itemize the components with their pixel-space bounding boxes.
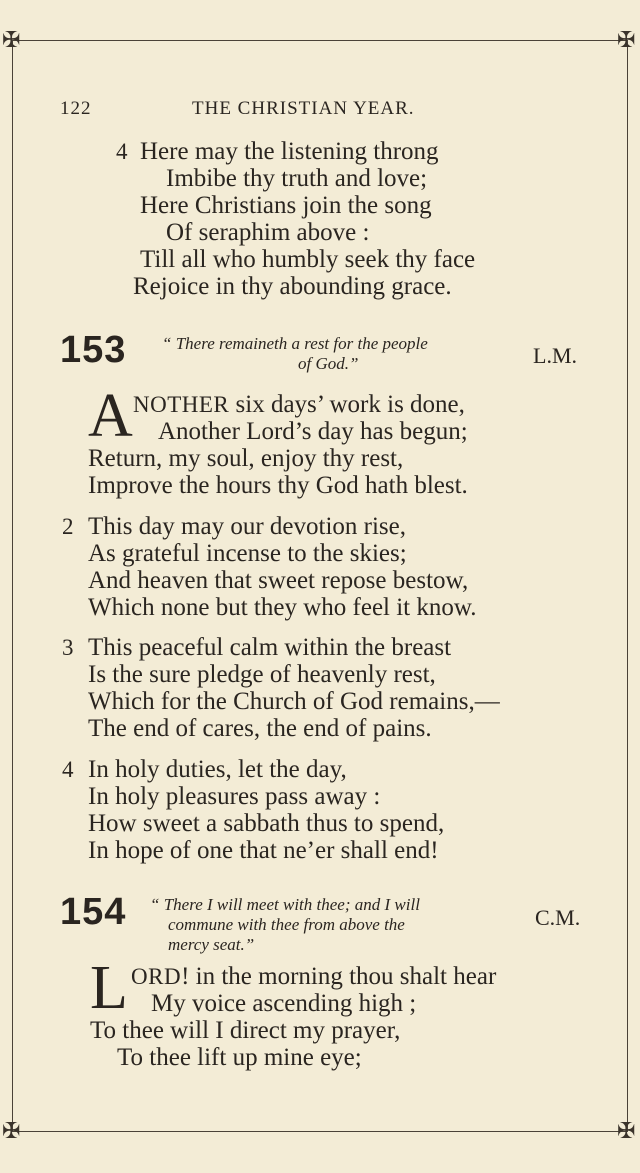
verse-line: Which for the Church of God remains,— xyxy=(88,688,500,715)
verse-line: To thee lift up mine eye; xyxy=(117,1044,362,1071)
verse-line xyxy=(133,391,465,418)
verse-number: 2 xyxy=(62,514,74,539)
hymn-epigraph: “ There I will meet with thee; and I will xyxy=(150,895,420,914)
verse-number: 4 xyxy=(62,757,74,782)
verse-line: Improve the hours thy God hath blest. xyxy=(88,472,468,499)
verse-line: In holy pleasures pass away : xyxy=(88,783,381,810)
verse-line: And heaven that sweet repose bestow, xyxy=(88,567,469,594)
left-border xyxy=(12,40,13,1132)
verse-line: As grateful incense to the skies; xyxy=(88,540,407,567)
corner-cross-icon: ✠ xyxy=(2,27,21,52)
verse-line: How sweet a sabbath thus to spend, xyxy=(88,810,445,837)
top-border xyxy=(12,40,628,41)
drop-cap: A xyxy=(88,382,133,450)
first-line-rest: six days’ work is done, xyxy=(229,391,465,418)
corner-cross-icon: ✠ xyxy=(617,27,636,52)
verse-line: Of seraphim above : xyxy=(166,219,370,246)
hymn-epigraph: commune with thee from above the xyxy=(168,915,405,934)
verse-line: The end of cares, the end of pains. xyxy=(88,715,432,742)
verse-line: Another Lord’s day has begun; xyxy=(158,418,468,445)
corner-cross-icon: ✠ xyxy=(2,1118,21,1143)
verse-line xyxy=(131,963,496,990)
verse-line: My voice ascending high ; xyxy=(151,990,417,1017)
verse-line: This peaceful calm within the breast xyxy=(88,634,452,661)
first-word-caps: NOTHER xyxy=(133,392,230,417)
hymn-number: 153 xyxy=(60,329,127,371)
right-border xyxy=(627,40,628,1132)
first-word-caps: ORD xyxy=(131,964,182,989)
verse-line: In hope of one that ne’er shall end! xyxy=(88,837,439,864)
running-header xyxy=(60,98,580,126)
hymn-epigraph: mercy seat.” xyxy=(168,935,255,954)
hymn-meter: L.M. xyxy=(533,343,577,368)
verse-line: Which none but they who feel it know. xyxy=(88,594,477,621)
verse-line: Here Christians join the song xyxy=(140,192,432,219)
drop-cap: L xyxy=(90,954,128,1022)
verse-line: Is the sure pledge of heavenly rest, xyxy=(88,661,436,688)
verse-number: 3 xyxy=(62,635,74,660)
bottom-border xyxy=(12,1131,628,1132)
verse-line: Rejoice in thy abounding grace. xyxy=(133,273,452,300)
verse-line: This day may our devotion rise, xyxy=(88,513,406,540)
page-number: 122 xyxy=(60,98,92,119)
hymn-meter: C.M. xyxy=(535,905,581,930)
verse-line: Imbibe thy truth and love; xyxy=(166,165,428,192)
first-line-rest: ! in the morning thou shalt hear xyxy=(181,963,497,990)
verse-line: Here may the listening throng xyxy=(140,138,439,165)
verse-line: Till all who humbly seek thy face xyxy=(140,246,476,273)
corner-cross-icon: ✠ xyxy=(617,1118,636,1143)
verse-number: 4 xyxy=(116,139,128,164)
hymn-epigraph: “ There remaineth a rest for the people xyxy=(162,334,428,353)
verse-line: To thee will I direct my prayer, xyxy=(90,1017,401,1044)
hymn-epigraph: of God.” xyxy=(298,354,359,373)
page-title: THE CHRISTIAN YEAR. xyxy=(192,98,415,119)
hymn-number: 154 xyxy=(60,891,127,933)
verse-line: Return, my soul, enjoy thy rest, xyxy=(88,445,404,472)
verse-line: In holy duties, let the day, xyxy=(88,756,347,783)
